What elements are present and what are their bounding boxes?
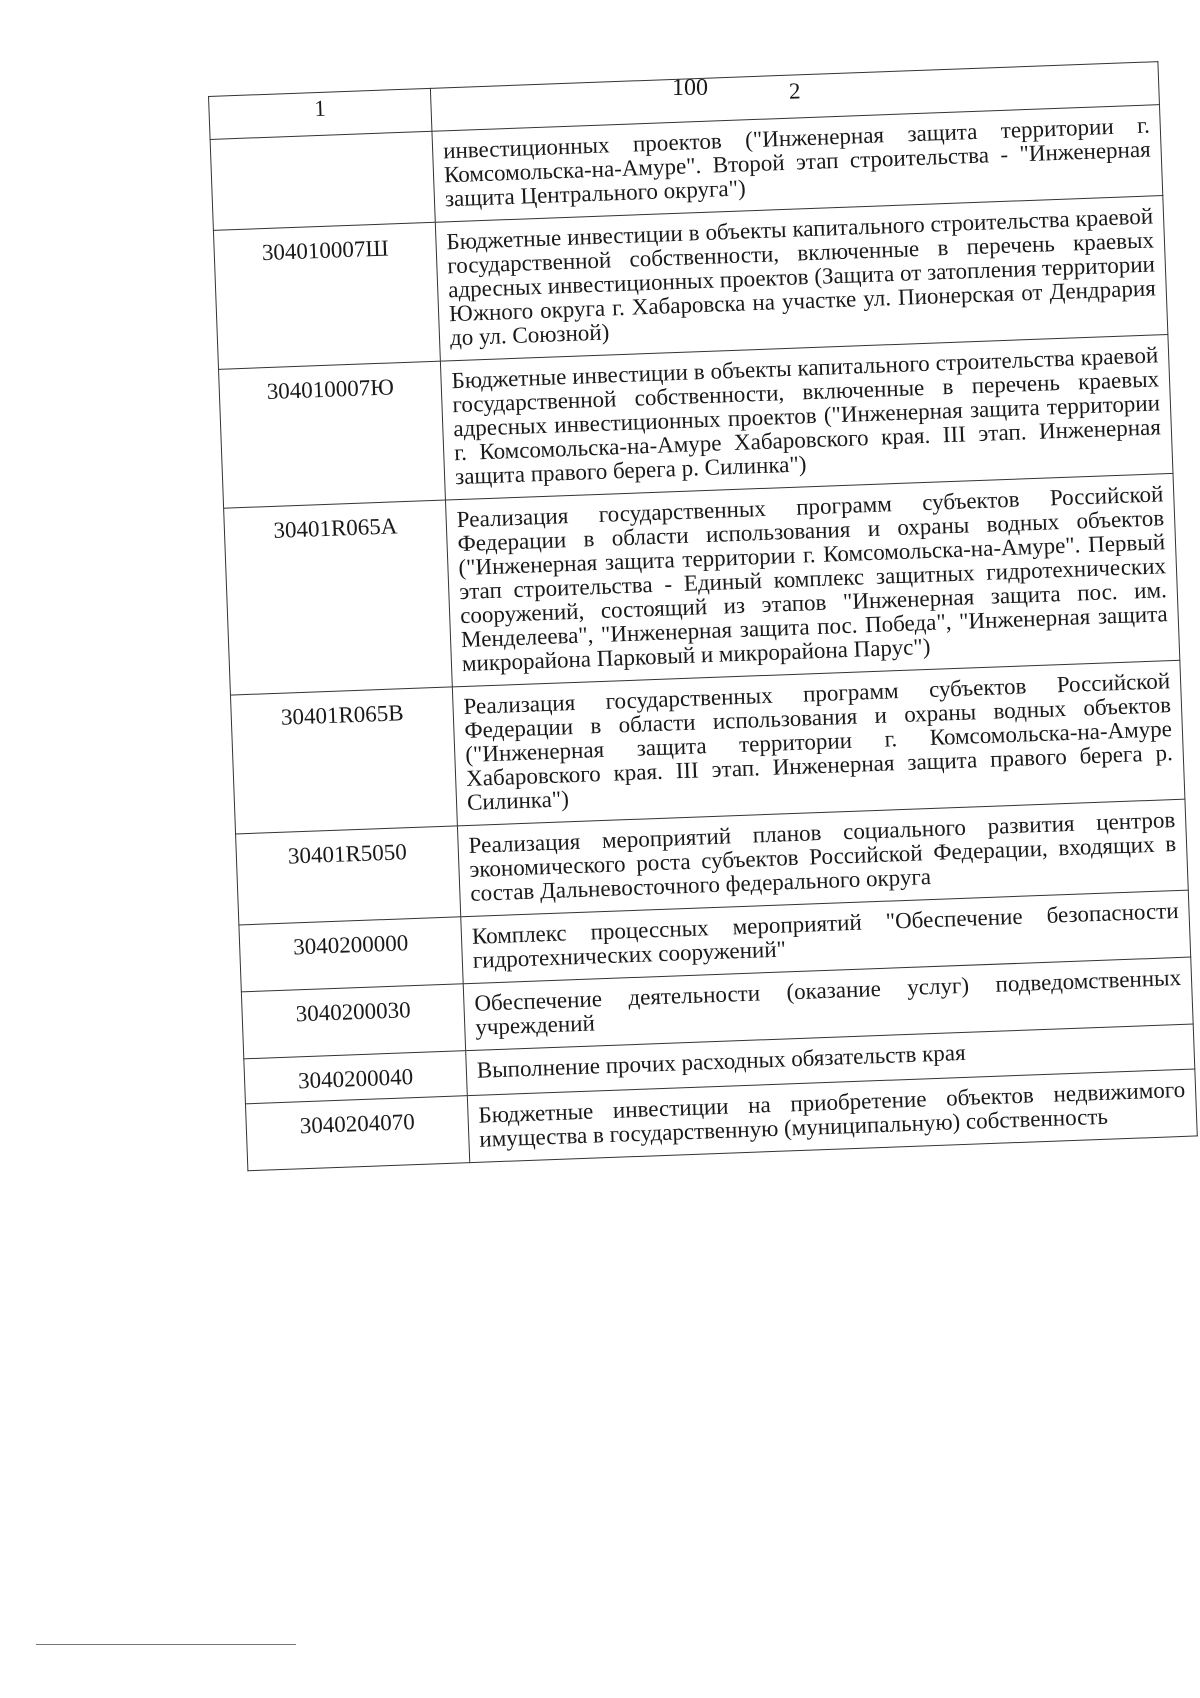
row-code: 3040200030 <box>241 984 465 1059</box>
row-description: инвестиционных проектов ("Инженерная защита территории г. Комсомольска-на-Амуре". Второй этап строительства - "Инженерная защита Центрального округа") <box>432 105 1163 223</box>
row-code: 30401R065B <box>230 687 457 834</box>
row-code: 3040204070 <box>245 1096 469 1171</box>
row-description: Бюджетные инвестиции в объекты капитального строительства краевой государственной собственности, включенные в перечень краевых адресных инвестиционных проектов (Защита от затопления территории Южного округа г. Хабаровска на участке ул. Пионерская от Дендрария до ул. Союзной) <box>435 196 1168 362</box>
table-row <box>224 473 1180 695</box>
row-code: 30401R5050 <box>236 826 461 925</box>
row-code: 304010007Ю <box>219 361 446 508</box>
row-description: Реализация государственных программ субъектов Российской Федерации в области использования и охраны водных объектов ("Инженерная защита территории г. Комсомольска-на-Амуре Хабаровского края. III этап. Инженерная защита правого берега р. Силинка") <box>452 660 1185 826</box>
budget-code-table-wrapper <box>208 61 1197 1171</box>
row-code: 304010007Ш <box>213 222 440 369</box>
row-code: 30401R065A <box>224 500 453 695</box>
row-code: 3040200000 <box>239 917 463 992</box>
header-column-1: 1 <box>209 88 432 139</box>
page-number: 100 <box>672 75 708 101</box>
row-description: Бюджетные инвестиции в объекты капитального строительства краевой государственной собственности, включенные в перечень краевых адресных инвестиционных проектов ("Инженерная защита территории г. Комсомольска-на-Амуре Хабаровского края. III этап. Инженерная защита правого берега р. Силинка") <box>440 334 1173 500</box>
row-code: 3040200040 <box>244 1051 467 1104</box>
row-description: Бюджетные инвестиции на приобретение объектов недвижимого имущества в государственную (муниципальную) собственность <box>467 1069 1197 1163</box>
row-description: Выполнение прочих расходных обязательств края <box>466 1024 1195 1096</box>
header-column-2: 2 <box>430 62 1159 132</box>
row-code <box>210 131 435 230</box>
footnote-separator-line <box>36 1644 296 1645</box>
row-description: Комплекс процессных мероприятий "Обеспечение безопасности гидротехнических сооружений" <box>461 890 1191 984</box>
row-description: Реализация мероприятий планов социального развития центров экономического роста субъектов Российской Федерации, входящих в состав Дальневосточного федерального округа <box>457 799 1188 917</box>
budget-code-table <box>208 61 1198 1171</box>
row-description: Реализация государственных программ субъектов Российской Федерации в области использования и охраны водных объектов ("Инженерная защита территории г. Комсомольска-на-Амуре". Первый этап строительства - Единый комплекс защитных гидротехнических сооружений, состоящий из этапов "Инженерная защита пос. им. Менделеева", "Инженерная защита пос. Победа", "Инженерная защита микрорайона Парковый и микрорайона Парус") <box>445 473 1179 687</box>
row-description: Обеспечение деятельности (оказание услуг) подведомственных учреждений <box>463 957 1193 1051</box>
